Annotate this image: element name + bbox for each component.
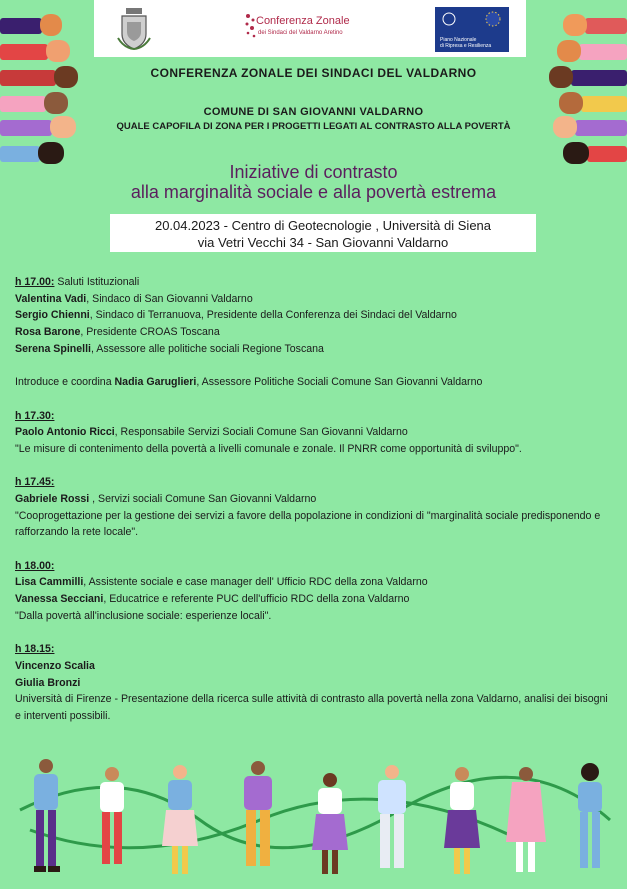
event-date-line: 20.04.2023 - Centro di Geotecnologie , Università di Siena bbox=[154, 218, 492, 233]
person-figure bbox=[506, 767, 546, 872]
session-time: h 17.00: bbox=[15, 276, 55, 288]
speaker-role: , Presidente CROAS Toscana bbox=[80, 326, 220, 339]
person-figure bbox=[312, 773, 348, 874]
people-holding-hands-illustration bbox=[0, 750, 627, 889]
speaker-row bbox=[15, 307, 615, 324]
speaker-role: , Sindaco di Terranuova, Presidente della Conferenza dei Sindaci del Valdarno bbox=[89, 309, 457, 322]
person-figure bbox=[100, 767, 124, 864]
comune-heading: COMUNE DI SAN GIOVANNI VALDARNO bbox=[203, 106, 424, 118]
speaker-name: Vanessa Secciani bbox=[15, 593, 104, 606]
person-figure bbox=[378, 765, 406, 868]
program bbox=[15, 274, 615, 725]
raised-hands-left-illustration bbox=[0, 0, 100, 170]
pnrr-logo-line1: Piano Nazionale bbox=[440, 37, 477, 43]
moderator-row bbox=[15, 374, 615, 391]
speaker-name: Serena Spinelli bbox=[15, 342, 91, 355]
program-session-3 bbox=[15, 474, 615, 491]
speaker-row bbox=[15, 591, 615, 608]
person-figure bbox=[244, 761, 272, 866]
speaker-name: Valentina Vadi bbox=[15, 292, 87, 305]
session-time: h 18.00: bbox=[15, 559, 55, 572]
page-title: CONFERENZA ZONALE DEI SINDACI DEL VALDARNO bbox=[150, 66, 477, 80]
event-title-line2: alla marginalità sociale e alla povertà estrema bbox=[130, 182, 497, 202]
speaker-name: Paolo Antonio Ricci bbox=[15, 426, 115, 439]
speaker-name: Rosa Barone bbox=[15, 326, 81, 339]
moderator-role: , Assessore Politiche Sociali Comune San Giovanni Valdarno bbox=[196, 376, 483, 389]
pnrr-logo bbox=[435, 7, 509, 52]
session-label: Saluti Istituzionali bbox=[54, 276, 140, 288]
moderator-name: Nadia Garuglieri bbox=[114, 376, 197, 389]
program-session-1 bbox=[15, 274, 615, 291]
session-time: h 18.15: bbox=[15, 643, 55, 656]
comune-crest-icon bbox=[116, 8, 152, 50]
speaker-role: , Educatrice e referente PUC dell'ufficio RDC della zona Valdarno bbox=[103, 593, 410, 606]
event-date-box bbox=[110, 214, 536, 252]
speaker-role: , Assessore alle politiche sociali Regione Toscana bbox=[90, 342, 324, 355]
talk-title: "Le misure di contenimento della povertà a livelli comunale e zonale. Il PNRR come opportunità di sviluppo". bbox=[15, 442, 522, 455]
conferenza-zonale-logo bbox=[244, 12, 374, 46]
event-address-line: via Vetri Vecchi 34 - San Giovanni Valdarno bbox=[197, 235, 449, 250]
capofila-subheading: QUALE CAPOFILA DI ZONA PER I PROGETTI LEGATI AL CONTRASTO ALLA POVERTÀ bbox=[116, 121, 511, 132]
speaker-role: , Assistente sociale e case manager dell' Ufficio RDC della zona Valdarno bbox=[83, 576, 428, 589]
pnrr-logo-line2: di Ripresa e Resilienza bbox=[440, 43, 492, 49]
italy-emblem-icon bbox=[435, 7, 509, 35]
conferenza-logo-name: Conferenza Zonale bbox=[256, 15, 350, 27]
session-time: h 17.45: bbox=[15, 476, 55, 489]
event-title bbox=[0, 162, 627, 202]
speaker-role: , Servizi sociali Comune San Giovanni Valdarno bbox=[89, 492, 317, 505]
person-figure bbox=[444, 767, 480, 874]
speaker-row bbox=[15, 324, 615, 341]
speaker-role: , Responsabile Servizi Sociali Comune San Giovanni Valdarno bbox=[114, 426, 408, 439]
talk-title: "Cooprogettazione per la gestione dei servizi a favore della popolazione in condizioni di "marginalità sociale predisponendo e rafforzando la rete locale". bbox=[15, 509, 601, 539]
raised-hands-right-illustration bbox=[527, 0, 627, 170]
speaker-row bbox=[15, 658, 615, 675]
speaker-name: Vincenzo Scalia bbox=[15, 659, 95, 672]
speaker-row bbox=[15, 291, 615, 308]
talk-description: Università di Firenze - Presentazione della ricerca sulle attività di contrasto alla povertà nella zona Valdarno, analisi dei bisogni e interventi possibili. bbox=[15, 693, 608, 722]
speaker-name: Giulia Bronzi bbox=[15, 676, 81, 689]
logo-bar bbox=[94, 0, 526, 57]
person-figure bbox=[34, 759, 60, 872]
conferenza-logo-subtitle: dei Sindaci del Valdarno Aretino bbox=[258, 30, 343, 36]
speaker-name: Sergio Chienni bbox=[15, 309, 90, 322]
speaker-row bbox=[15, 341, 615, 358]
program-session-4 bbox=[15, 558, 615, 575]
event-title-line1: Iniziative di contrasto bbox=[229, 162, 398, 182]
speaker-name: Lisa Cammilli bbox=[15, 576, 84, 589]
program-session-5 bbox=[15, 641, 615, 658]
speaker-row bbox=[15, 491, 615, 508]
speaker-name: Gabriele Rossi bbox=[15, 492, 90, 505]
speaker-role: , Sindaco di San Giovanni Valdarno bbox=[86, 292, 253, 305]
speaker-row bbox=[15, 424, 615, 441]
person-figure bbox=[162, 765, 198, 874]
speaker-row bbox=[15, 574, 615, 591]
speaker-row bbox=[15, 675, 615, 692]
program-session-2 bbox=[15, 408, 615, 425]
moderator-prefix: Introduce e coordina bbox=[15, 376, 115, 389]
session-time: h 17.30: bbox=[15, 409, 55, 422]
talk-title: "Dalla povertà all'inclusione sociale: esperienze locali". bbox=[15, 609, 272, 622]
person-figure bbox=[578, 763, 602, 868]
